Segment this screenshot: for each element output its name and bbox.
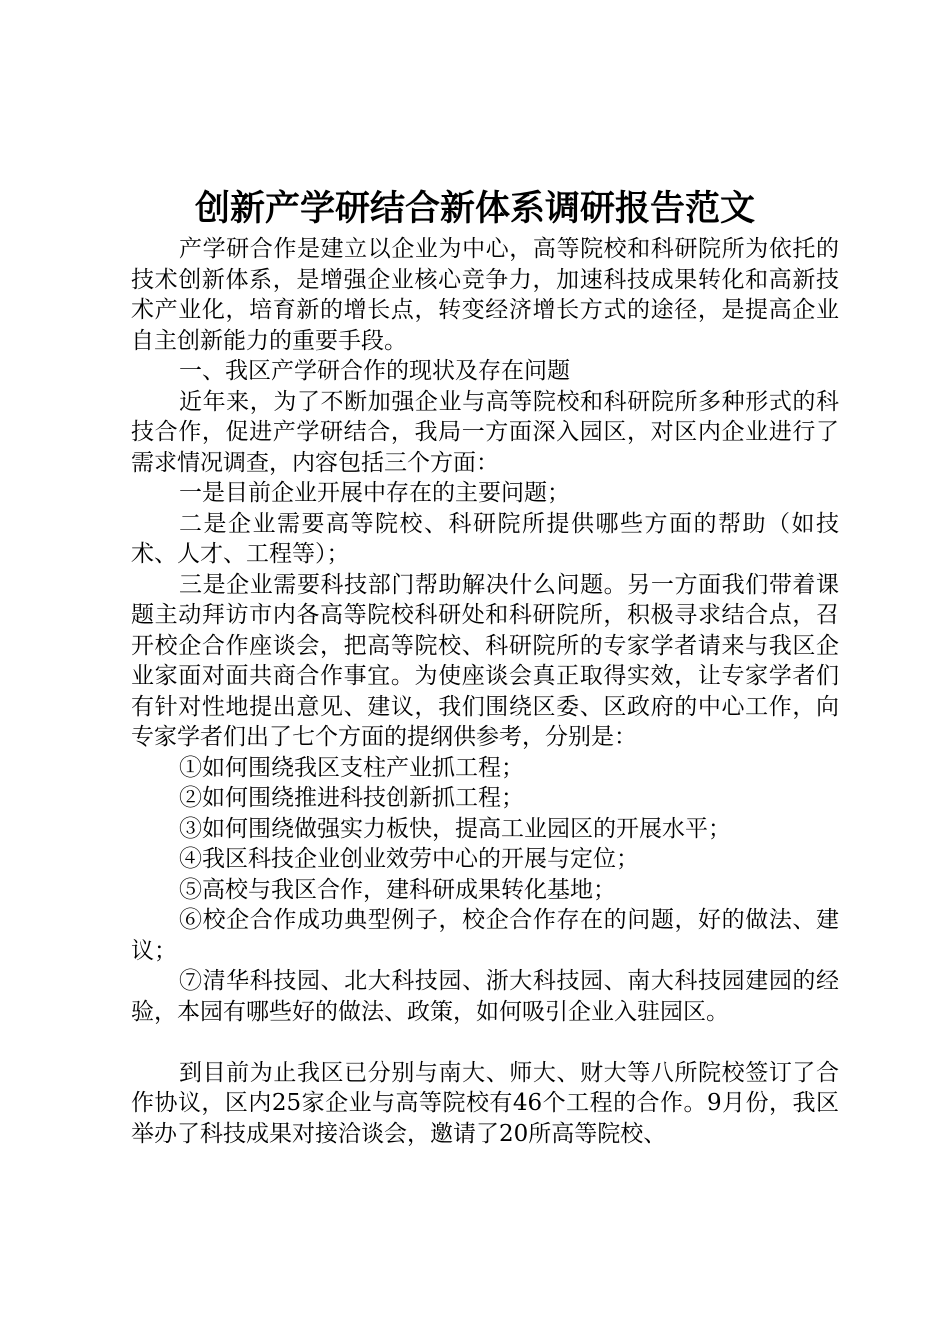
paragraph-survey: 近年来，为了不断加强企业与高等院校和科研院所多种形式的科技合作，促进产学研结合，我局一方面深入园区，对区内企业进行了需求情况调查，内容包括三个方面： xyxy=(131,388,839,476)
document-title: 创新产学研结合新体系调研报告范文 xyxy=(194,189,755,229)
paragraph-closing: 到目前为止我区已分别与南大、师大、财大等八所院校签订了合作协议，区内25家企业与高等院校有46个工程的合作。9月份，我区举办了科技成果对接洽谈会，邀请了20所高等院校、 xyxy=(131,1059,839,1147)
section-heading: 一、我区产学研合作的现状及存在问题 xyxy=(179,358,570,384)
list-item: ③如何围绕做强实力板快，提高工业园区的开展水平； xyxy=(179,815,731,842)
list-item: ⑥校企合作成功典型例子，校企合作存在的问题，好的做法、建议； xyxy=(131,907,839,964)
list-item: ⑤高校与我区合作，建科研成果转化基地； xyxy=(179,876,616,903)
list-item: ②如何围绕推进科技创新抓工程； xyxy=(179,785,524,811)
list-item: ①如何围绕我区支柱产业抓工程； xyxy=(179,754,524,781)
paragraph-point-three: 三是企业需要科技部门帮助解决什么问题。另一方面我们带着课题主动拜访市内各高等院校科研处和科研院所，积极寻求结合点，召开校企合作座谈会，把高等院校、科研院所的专家学者请来与我区企业家面对面共商合作事宜。为使座谈会真正取得实效，让专家学者们有针对性地提出意见、建议，我们围绕区委、区政府的中心工作，向专家学者们出了七个方面的提纲供参考，分别是： xyxy=(131,571,839,750)
list-item: ⑦清华科技园、北大科技园、浙大科技园、南大科技园建园的经验，本园有哪些好的做法、政策，如何吸引企业入驻园区。 xyxy=(131,968,839,1025)
paragraph-point-two: 二是企业需要高等院校、科研院所提供哪些方面的帮助（如技术、人才、工程等）； xyxy=(131,510,839,567)
paragraph-point-one: 一是目前企业开展中存在的主要问题； xyxy=(179,480,570,506)
paragraph-intro: 产学研合作是建立以企业为中心，高等院校和科研院所为依托的技术创新体系，是增强企业核心竞争力，加速科技成果转化和高新技术产业化，培育新的增长点，转变经济增长方式的途径，是提高企业自主创新能力的重要手段。 xyxy=(131,236,839,354)
document-body xyxy=(131,234,839,1149)
list-item: ④我区科技企业创业效劳中心的开展与定位； xyxy=(179,846,639,872)
paragraph-gap xyxy=(131,1027,839,1058)
